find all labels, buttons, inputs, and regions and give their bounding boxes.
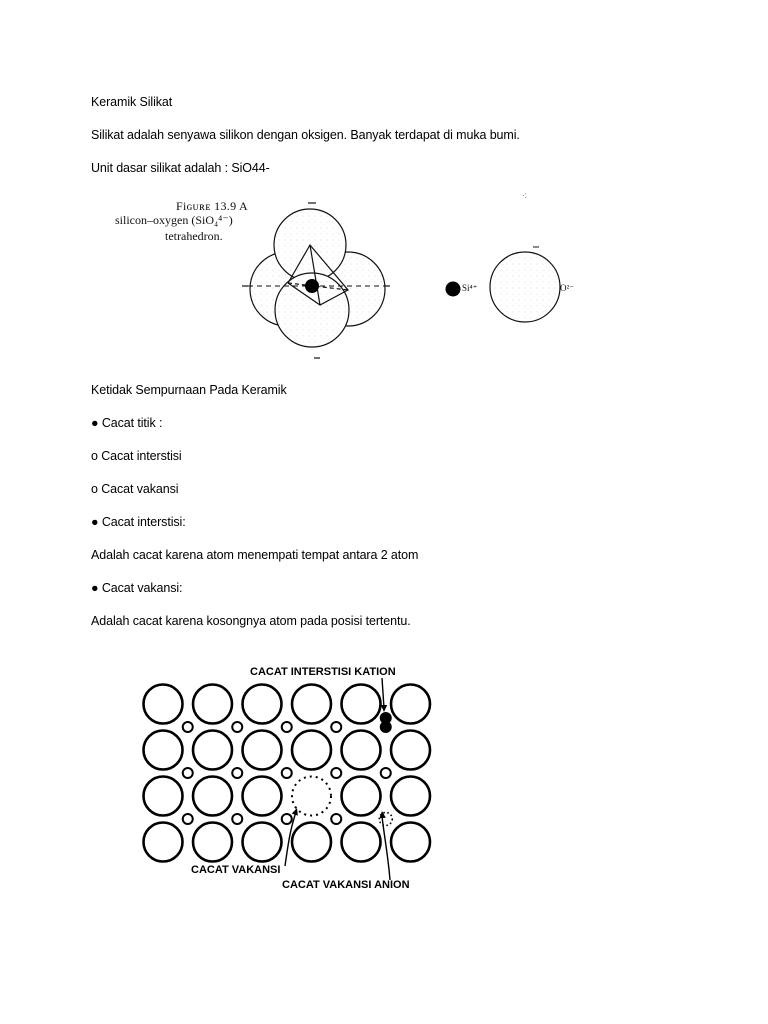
- silicon-atom: [305, 279, 319, 293]
- anion-atom: [391, 777, 430, 816]
- anion-atom: [144, 731, 183, 770]
- anion-atom: [342, 685, 381, 724]
- anion-atom: [193, 731, 232, 770]
- speck-mark: ·:: [522, 191, 527, 200]
- anion-atom: [193, 823, 232, 862]
- anion-atom: [243, 823, 282, 862]
- anion-atom: [391, 685, 430, 724]
- cation-atom: [232, 722, 242, 732]
- anion-atom: [144, 777, 183, 816]
- bullet-cacat-interstisi: ● Cacat interstisi:: [91, 515, 186, 529]
- definition-vakansi: Adalah cacat karena kosongnya atom pada posisi tertentu.: [91, 614, 411, 628]
- lattice-diagram: [130, 670, 450, 900]
- sub-item-cacat-vakansi: o Cacat vakansi: [91, 482, 179, 496]
- arrow-interstitial-head: [381, 705, 387, 712]
- cation-atom: [331, 722, 341, 732]
- anion-atom: [292, 685, 331, 724]
- bullet-cacat-vakansi: ● Cacat vakansi:: [91, 581, 183, 595]
- anion-atom: [342, 823, 381, 862]
- cation-atom: [183, 768, 193, 778]
- bullet-cacat-titik: ● Cacat titik :: [91, 416, 163, 430]
- definition-interstisi: Adalah cacat karena atom menempati tempat antara 2 atom: [91, 548, 419, 562]
- arrow-vacancy-head: [292, 808, 298, 816]
- o-ion: [490, 252, 560, 322]
- label-cacat-vakansi-anion: CACAT VAKANSI ANION: [282, 879, 410, 891]
- anion-vacancy-site: [292, 777, 331, 816]
- heading-keramik-silikat: Keramik Silikat: [91, 95, 173, 109]
- cation-atom: [232, 814, 242, 824]
- label-o-ion: O²⁻: [560, 283, 574, 293]
- paragraph-unit-dasar: Unit dasar silikat adalah : SiO44-: [91, 161, 270, 175]
- anion-atom: [243, 731, 282, 770]
- figure1-caption-line1: Fiɢᴜʀᴇ 13.9 A: [176, 199, 248, 213]
- figure1-caption-line2: silicon–oxygen (SiO₄⁴⁻): [115, 213, 233, 227]
- cation-atom: [331, 768, 341, 778]
- anion-atom: [342, 731, 381, 770]
- cation-atom: [183, 722, 193, 732]
- interstitial-cation-atom: [380, 713, 391, 724]
- cation-atom: [282, 722, 292, 732]
- anion-atom: [391, 823, 430, 862]
- anion-atom: [243, 685, 282, 724]
- cation-atom: [183, 814, 193, 824]
- anion-atom: [193, 685, 232, 724]
- cation-atom: [282, 768, 292, 778]
- anion-atom: [292, 823, 331, 862]
- anion-atom: [193, 777, 232, 816]
- anion-atom: [292, 731, 331, 770]
- section-heading-ketidak-sempurnaan: Ketidak Sempurnaan Pada Keramik: [91, 383, 287, 397]
- label-si-ion: Si⁴⁺: [462, 283, 478, 293]
- anion-atom: [342, 777, 381, 816]
- label-cacat-vakansi: CACAT VAKANSI: [191, 864, 281, 876]
- arrow-interstitial: [382, 678, 384, 708]
- cation-atom: [331, 814, 341, 824]
- si-ion: [446, 282, 461, 297]
- arrow-anion-vacancy: [382, 816, 390, 880]
- anion-atom: [391, 731, 430, 770]
- cation-atom: [282, 814, 292, 824]
- anion-atom: [243, 777, 282, 816]
- tetrahedron-diagram: [230, 190, 630, 370]
- label-cacat-interstisi-kation: CACAT INTERSTISI KATION: [250, 666, 396, 678]
- sub-item-cacat-interstisi: o Cacat interstisi: [91, 449, 182, 463]
- anion-atom: [144, 823, 183, 862]
- anion-atom: [144, 685, 183, 724]
- cation-atom: [381, 768, 391, 778]
- figure1-caption-line3: tetrahedron.: [165, 229, 223, 243]
- paragraph-silikat-definition: Silikat adalah senyawa silikon dengan oksigen. Banyak terdapat di muka bumi.: [91, 128, 520, 142]
- cation-atom: [232, 768, 242, 778]
